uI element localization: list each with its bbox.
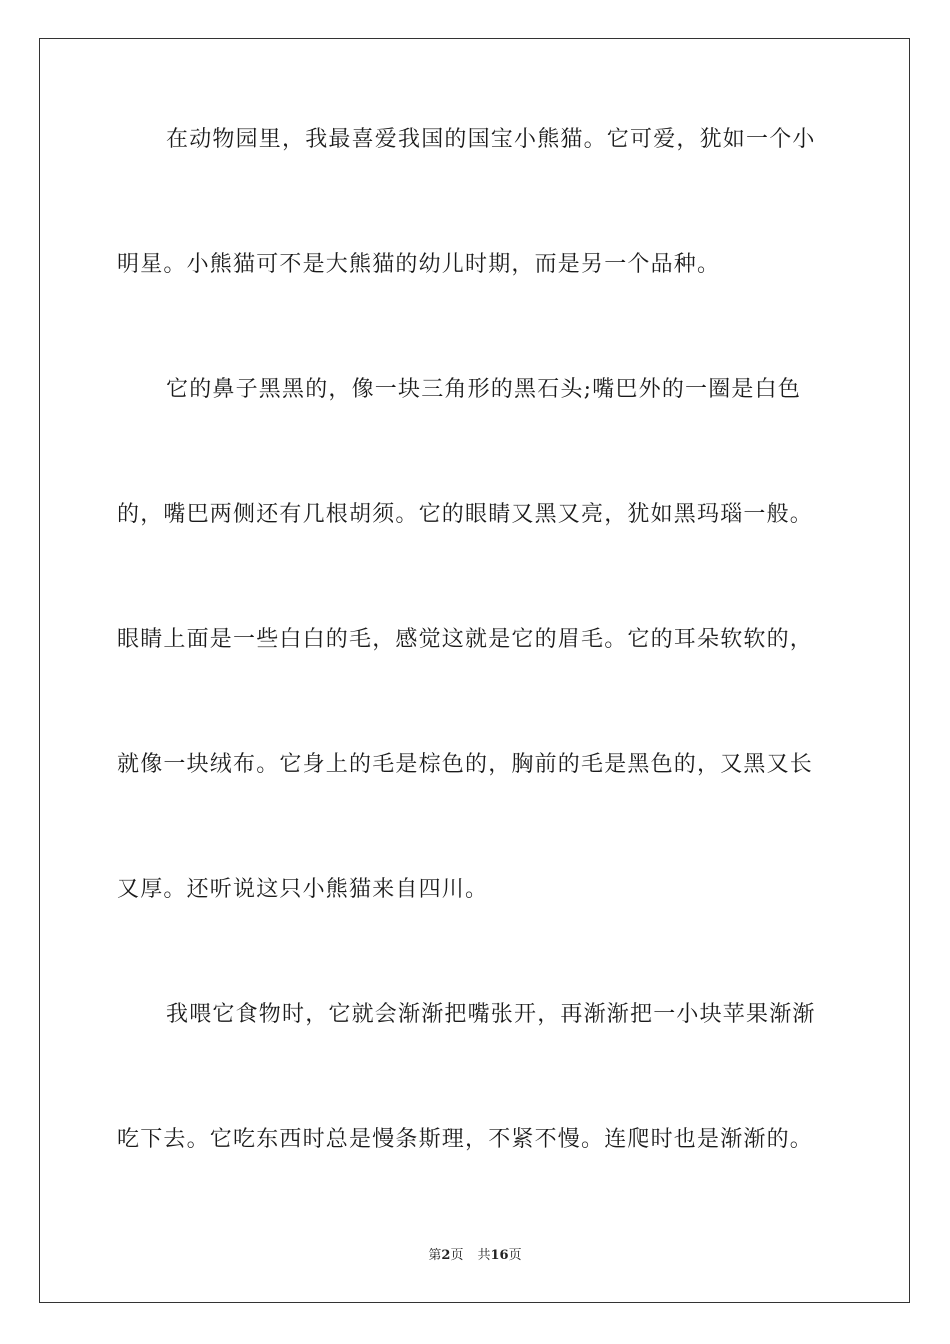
paragraph-2-line-2: 的，嘴巴两侧还有几根胡须。它的眼睛又黑又亮，犹如黑玛瑙一般。 <box>117 502 814 527</box>
paragraph-2-line-3: 眼睛上面是一些白白的毛，感觉这就是它的眉毛。它的耳朵软软的， <box>117 627 814 652</box>
page-footer <box>0 1247 950 1265</box>
page-border <box>39 38 910 1303</box>
paragraph-2-line-4: 就像一块绒布。它身上的毛是棕色的，胸前的毛是黑色的，又黑又长 <box>117 752 814 777</box>
paragraph-2-line-5: 又厚。还听说这只小熊猫来自四川。 <box>117 877 489 902</box>
paragraph-2-line-1: 它的鼻子黑黑的，像一块三角形的黑石头;嘴巴外的一圈是白色 <box>166 377 802 402</box>
footer-total-number: 16 <box>490 1248 509 1263</box>
footer-page-suffix: 页 <box>450 1248 464 1263</box>
paragraph-3-line-1: 我喂它食物时，它就会渐渐把嘴张开，再渐渐把一小块苹果渐渐 <box>166 1002 816 1027</box>
footer-total-prefix: 共 <box>477 1248 491 1263</box>
paragraph-3-line-2: 吃下去。它吃东西时总是慢条斯理，不紧不慢。连爬时也是渐渐的。 <box>117 1127 814 1152</box>
footer-total-suffix: 页 <box>508 1248 522 1263</box>
footer-page-number: 2 <box>441 1248 451 1263</box>
paragraph-1-line-1: 在动物园里，我最喜爱我国的国宝小熊猫。它可爱，犹如一个小 <box>166 127 816 152</box>
footer-page-prefix: 第 <box>428 1248 442 1263</box>
paragraph-1-line-2: 明星。小熊猫可不是大熊猫的幼儿时期，而是另一个品种。 <box>117 252 721 277</box>
